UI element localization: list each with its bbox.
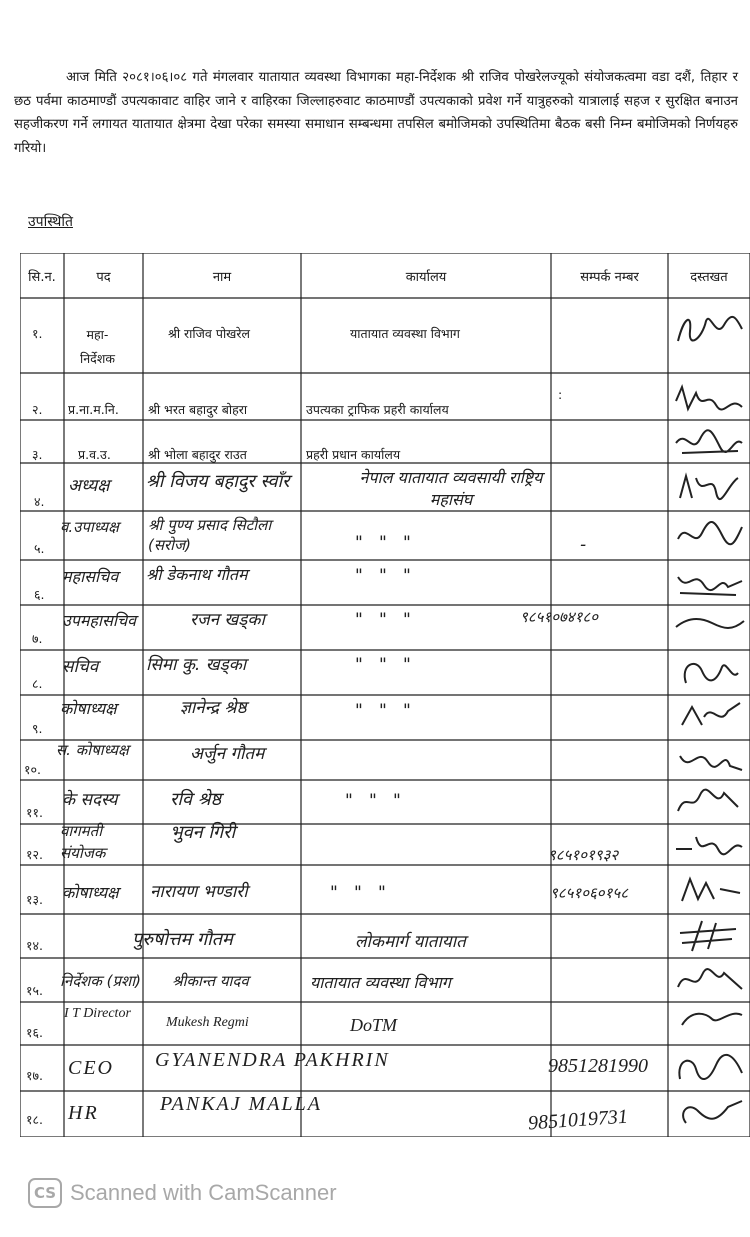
- row-office: नेपाल यातायात व्यवसायी राष्ट्रिय महासंघ: [359, 468, 543, 509]
- row-office: DoTM: [350, 1015, 398, 1035]
- signature: [672, 1005, 746, 1045]
- row-sn: ७.: [32, 631, 43, 646]
- signature: [672, 961, 746, 1001]
- row-post: CEO: [68, 1057, 114, 1079]
- row-name: श्रीकान्त यादव: [172, 972, 249, 990]
- row-contact: ९८५१०१९३२: [548, 846, 619, 864]
- row-post: अध्यक्ष: [68, 476, 110, 496]
- row-post: महा- निर्देशक: [80, 327, 115, 366]
- row-name: रजन खड्का: [190, 610, 265, 630]
- row-name: श्री भरत बहादुर बोहरा: [148, 402, 248, 417]
- watermark-text: Scanned with CamScanner: [70, 1180, 337, 1205]
- row-sn: १५.: [26, 983, 43, 998]
- signature: [672, 309, 746, 349]
- row-name: Mukesh Regmi: [166, 1015, 249, 1030]
- row-office: उपत्यका ट्राफिक प्रहरी कार्यालय: [306, 402, 449, 417]
- row-post: प्र.व.उ.: [78, 447, 111, 462]
- row-contact: -: [580, 535, 587, 555]
- row-contact: 9851281990: [548, 1055, 648, 1077]
- header-contact: सम्पर्क नम्बर: [580, 270, 639, 285]
- row-office: " " ": [355, 566, 411, 586]
- row-sn: १६.: [26, 1025, 43, 1040]
- row-name: सिमा कु. खड्का: [146, 655, 247, 675]
- signature: [672, 697, 746, 737]
- row-post: कोषाध्यक्ष: [60, 699, 117, 718]
- attendance-heading: उपस्थिति: [28, 214, 73, 230]
- row-name: श्री पुण्य प्रसाद सिटौला (सरोज): [148, 516, 272, 554]
- row-post: निर्देशक (प्रशा): [60, 972, 141, 990]
- signature: [672, 381, 746, 421]
- signature: [672, 827, 746, 867]
- camscanner-watermark: [28, 1178, 337, 1208]
- row-sn: १७.: [26, 1068, 43, 1083]
- row-post: प्र.ना.म.नि.: [68, 402, 119, 417]
- row-sn: १४.: [26, 938, 43, 953]
- row-post: कोषाध्यक्ष: [62, 883, 119, 902]
- row-post: HR: [68, 1102, 99, 1124]
- row-contact: ९८५१०६०१५८: [550, 884, 629, 902]
- signature: [672, 425, 746, 465]
- signature: [672, 515, 746, 555]
- header-office: कार्यालय: [405, 270, 447, 285]
- row-post: I T Director: [64, 1006, 131, 1021]
- signature: [672, 740, 746, 780]
- row-name: ज्ञानेन्द्र श्रेष्ठ: [180, 698, 247, 718]
- signature: [672, 563, 746, 603]
- row-office: " " ": [355, 533, 411, 553]
- attendance-table: [20, 253, 750, 1137]
- row-sn: २.: [32, 402, 43, 417]
- row-sn: ६.: [34, 587, 45, 602]
- row-sn: ३.: [32, 447, 43, 462]
- row-contact: 9851019731: [527, 1105, 629, 1135]
- signature: [672, 871, 746, 911]
- row-office: " " ": [355, 610, 411, 630]
- row-post: व.उपाध्यक्ष: [60, 518, 119, 536]
- row-name: श्री विजय बहादुर स्वाँर: [146, 471, 290, 492]
- row-office: " " ": [355, 701, 411, 721]
- camscanner-logo-icon: CS: [28, 1178, 62, 1208]
- signature: [672, 1049, 746, 1089]
- row-sn: ११.: [26, 805, 43, 820]
- row-office: " " ": [345, 791, 401, 811]
- row-name: अर्जुन गौतम: [190, 744, 265, 764]
- row-post: वागमती संयोजक: [60, 822, 106, 862]
- header-name: नाम: [212, 270, 232, 285]
- signature: [672, 607, 746, 647]
- signature: [672, 653, 746, 693]
- signature: [672, 468, 746, 508]
- row-name: श्री डेकनाथ गौतम: [146, 565, 248, 584]
- header-signature: दस्तखत: [690, 270, 728, 285]
- row-name: भुवन गिरी: [170, 822, 236, 843]
- row-sn: १८.: [26, 1112, 43, 1127]
- row-office: प्रहरी प्रधान कार्यालय: [306, 447, 401, 462]
- header-sn: सि.न.: [28, 270, 56, 285]
- signature: [672, 917, 746, 957]
- row-sn: ५.: [34, 541, 45, 556]
- row-sn: ८.: [32, 676, 43, 691]
- row-post: स. कोषाध्यक्ष: [56, 741, 129, 759]
- row-contact: ९८५१०७४१८०: [520, 608, 599, 626]
- row-name: GYANENDRA PAKHRIN: [155, 1049, 390, 1071]
- row-post: सचिव: [62, 657, 99, 677]
- row-office: " " ": [355, 655, 411, 675]
- header-post: पद: [96, 270, 111, 285]
- row-sn: १०.: [24, 762, 41, 777]
- row-name: श्री भोला बहादुर राउत: [148, 447, 247, 462]
- row-name: श्री राजिव पोखरेल: [168, 326, 250, 341]
- row-post: के सदस्य: [62, 790, 118, 810]
- signature: [672, 783, 746, 823]
- row-name: नारायण भण्डारी: [150, 882, 248, 902]
- row-contact: :: [558, 387, 563, 402]
- row-sn: ९.: [32, 721, 43, 736]
- row-post: उपमहासचिव: [62, 611, 137, 630]
- row-sn: १२.: [26, 847, 43, 862]
- row-sn: १.: [32, 326, 43, 341]
- intro-paragraph: आज मिति २०८१।०६।०८ गते मंगलवार यातायात व्यवस्था विभागका महा-निर्देशक श्री राजिव पोखरेलज्यूको संयोजकत्वमा वडा दशैं, तिहार र छठ पर्वमा काठमाण्डौं उपत्यकावाट वाहिर जाने र वाहिरका जिल्लाहरुवाट काठमाण्डौं उपत्यकाको प्रवेश गर्ने यात्रुहरुको यात्रालाई सहज र सुरक्षित बनाउन सहजीकरण गर्ने लगायत यातायात क्षेत्रमा देखा परेका समस्या समाधान सम्बन्धमा तपसिल बमोजिमको उपस्थितिमा बैठक बसी निम्न बमोजिमको निर्णयहरु गरियो।: [14, 70, 738, 156]
- signature: [672, 1093, 746, 1133]
- row-name: PANKAJ MALLA: [160, 1093, 322, 1115]
- row-sn: ४.: [34, 494, 45, 509]
- row-name: पुरुषोत्तम गौतम: [132, 929, 233, 950]
- row-name: रवि श्रेष्ठ: [170, 789, 222, 810]
- row-office: लोकमार्ग यातायात: [355, 932, 466, 952]
- row-post: महासचिव: [62, 567, 119, 586]
- row-office: यातायात व्यवस्था विभाग: [350, 326, 460, 341]
- row-sn: १३.: [26, 892, 43, 907]
- row-office: " " ": [330, 883, 386, 903]
- row-office: यातायात व्यवस्था विभाग: [310, 973, 451, 992]
